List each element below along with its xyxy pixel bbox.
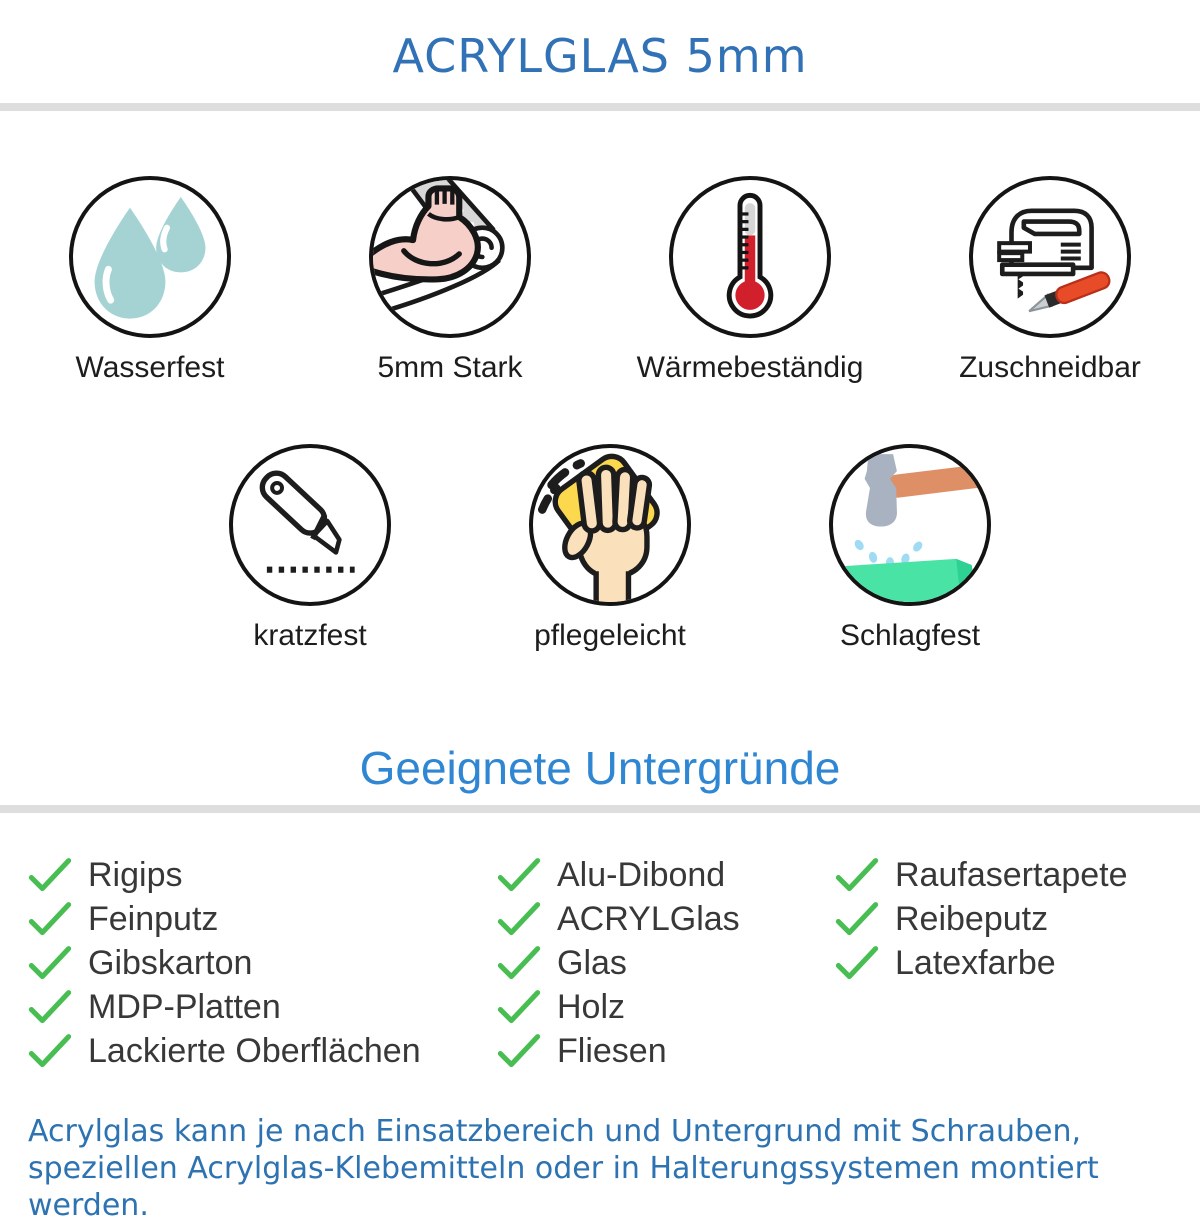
- surface-item: [497, 941, 740, 985]
- thermometer-icon: [669, 176, 831, 338]
- check-icon: [497, 857, 541, 893]
- feature-label: Schlagfest: [839, 619, 981, 652]
- surface-item: [28, 897, 421, 941]
- surface-label: ACRYLGlas: [557, 899, 740, 938]
- feature-waermebestaendig: [600, 176, 900, 385]
- feature-schlagfest: [760, 444, 1060, 653]
- surface-label: Feinputz: [88, 899, 219, 938]
- surface-item: [835, 897, 1128, 941]
- surface-item: [497, 985, 740, 1029]
- check-icon: [497, 1033, 541, 1069]
- surface-item: [28, 985, 421, 1029]
- features-row-1: [0, 176, 1200, 385]
- check-icon: [497, 901, 541, 937]
- check-icon: [835, 857, 879, 893]
- feature-label: pflegeleicht: [534, 619, 686, 652]
- feature-pflegeleicht: [460, 444, 760, 653]
- check-icon: [497, 945, 541, 981]
- surface-label: Gibskarton: [88, 943, 253, 982]
- footer-line-1: Acrylglas kann je nach Einsatzbereich und Untergrund mit Schrauben,: [28, 1114, 1082, 1149]
- muscle-arm-icon: [369, 176, 531, 338]
- feature-label: Wasserfest: [75, 351, 225, 384]
- surface-label: Latexfarbe: [895, 943, 1056, 982]
- surface-label: Raufasertapete: [895, 855, 1128, 894]
- surface-item: [497, 897, 740, 941]
- feature-label: kratzfest: [253, 619, 367, 652]
- feature-label: Wärmebeständig: [636, 351, 864, 384]
- jigsaw-icon: [969, 176, 1131, 338]
- water-drops-icon: [69, 176, 231, 338]
- surface-label: Alu-Dibond: [557, 855, 726, 894]
- check-icon: [497, 989, 541, 1025]
- surfaces-heading: Geeignete Untergründe: [359, 742, 841, 794]
- feature-kratzfest: [160, 444, 460, 653]
- feature-label: Zuschneidbar: [959, 351, 1141, 384]
- surface-label: Holz: [557, 987, 626, 1026]
- check-icon: [835, 945, 879, 981]
- check-icon: [835, 901, 879, 937]
- features-row-2: [160, 444, 1060, 653]
- page-title: ACRYLGLAS 5mm: [392, 29, 808, 83]
- surface-label: MDP-Platten: [88, 987, 281, 1026]
- surfaces-column-2: [497, 853, 740, 1073]
- hammer-icon: [829, 444, 991, 606]
- check-icon: [28, 945, 72, 981]
- divider-middle: [0, 805, 1200, 813]
- check-icon: [28, 901, 72, 937]
- utility-knife-icon: [229, 444, 391, 606]
- feature-5mm-stark: [300, 176, 600, 385]
- check-icon: [28, 989, 72, 1025]
- surface-item: [835, 941, 1128, 985]
- surface-item: [28, 853, 421, 897]
- surface-item: [497, 1029, 740, 1073]
- surfaces-column-1: [28, 853, 421, 1073]
- surface-item: [28, 1029, 421, 1073]
- surface-item: [497, 853, 740, 897]
- feature-label: 5mm Stark: [377, 351, 523, 384]
- check-icon: [28, 857, 72, 893]
- footer-line-2: speziellen Acrylglas-Klebemitteln oder in Halterungssystemen montiert werden.: [28, 1151, 1099, 1223]
- feature-zuschneidbar: [900, 176, 1200, 385]
- check-icon: [28, 1033, 72, 1069]
- surface-item: [835, 853, 1128, 897]
- surface-label: Reibeputz: [895, 899, 1049, 938]
- surface-label: Rigips: [88, 855, 183, 894]
- divider-top: [0, 103, 1200, 111]
- surface-item: [28, 941, 421, 985]
- footer-note: [28, 1113, 1188, 1224]
- surfaces-column-3: [835, 853, 1128, 985]
- cleaning-hand-icon: [529, 444, 691, 606]
- surface-label: Glas: [557, 943, 627, 982]
- surface-label: Lackierte Oberflächen: [88, 1031, 421, 1070]
- feature-wasserfest: [0, 176, 300, 385]
- surface-label: Fliesen: [557, 1031, 667, 1070]
